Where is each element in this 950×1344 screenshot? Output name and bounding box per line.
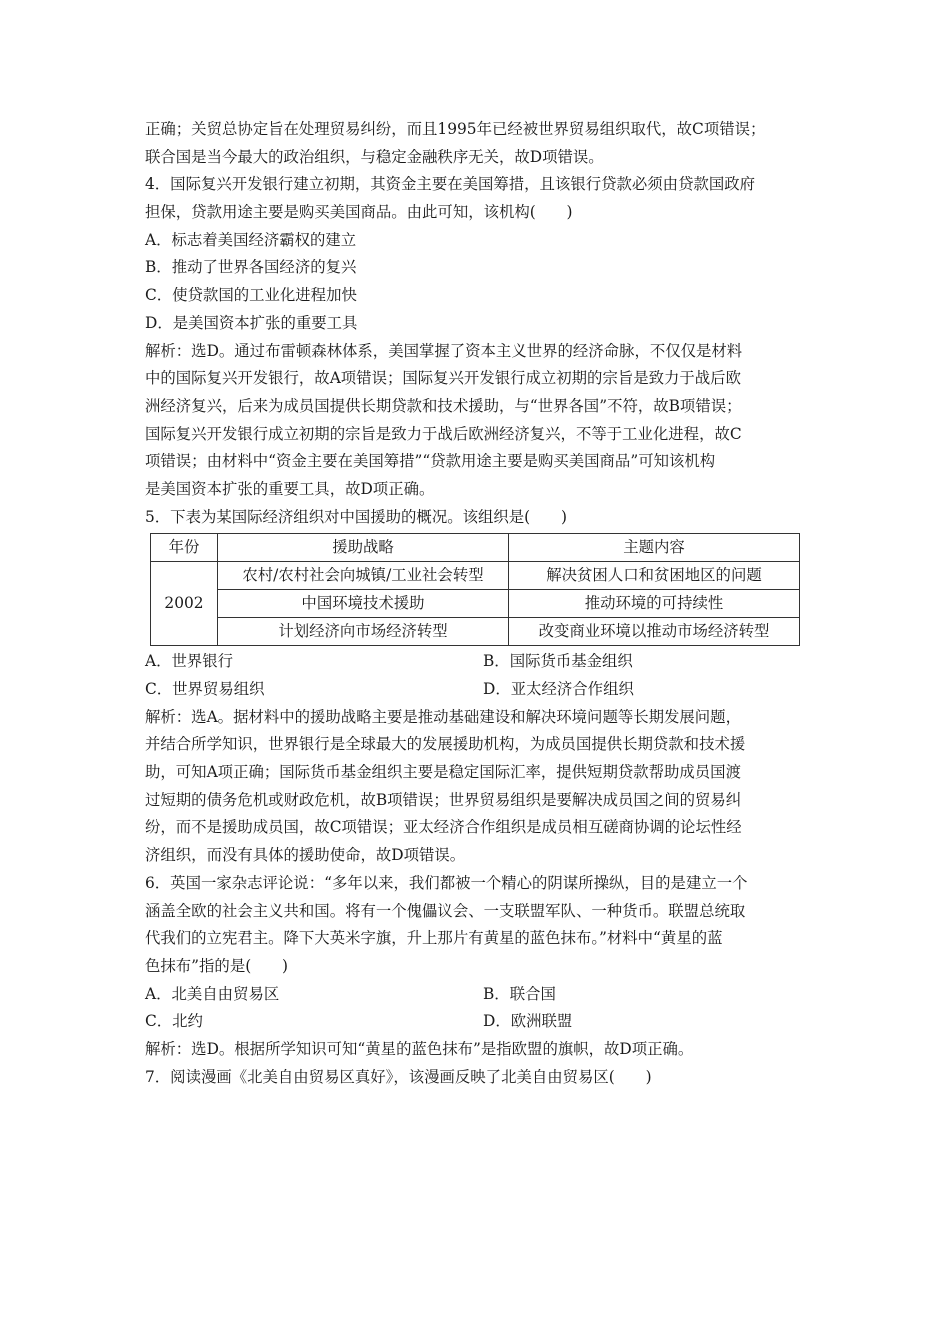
option-a: A．北美自由贸易区 (145, 984, 280, 1003)
question-7 (145, 1064, 805, 1092)
table-row (151, 562, 800, 590)
aid-table (150, 533, 800, 646)
option-c: C．使贷款国的工业化进程加快 (145, 286, 357, 305)
question-4 (145, 171, 805, 503)
strategy-cell: 计划经济向市场经济转型 (218, 618, 509, 646)
question-stem: 代我们的立宪君主。降下大英米字旗，升上那片有黄星的蓝色抹布。”材料中“黄星的蓝 (145, 929, 723, 948)
theme-cell: 解决贫困人口和贫困地区的问题 (509, 562, 800, 590)
theme-cell: 改变商业环境以推动市场经济转型 (509, 618, 800, 646)
analysis-line: 解析：选A。据材料中的援助战略主要是推动基础建设和解决环境问题等长期发展问题， (145, 707, 741, 726)
header-strategy: 援助战略 (218, 534, 509, 562)
q3-analysis-tail (145, 116, 805, 171)
analysis-line: 济组织，而没有具体的援助使命，故D项错误。 (145, 846, 466, 865)
option-b: B．推动了世界各国经济的复兴 (145, 258, 357, 277)
option-a: A．世界银行 (145, 652, 234, 671)
strategy-cell: 农村/农村社会向城镇/工业社会转型 (218, 562, 509, 590)
strategy-cell: 中国环境技术援助 (218, 590, 509, 618)
table-row (151, 618, 800, 646)
question-stem: 色抹布”指的是( ) (145, 956, 289, 975)
question-stem: 6．英国一家杂志评论说：“多年以来，我们都被一个精心的阴谋所操纵，目的是建立一个 (145, 873, 748, 892)
question-5 (145, 504, 805, 870)
analysis-line: 国际复兴开发银行成立初期的宗旨是致力于战后欧洲经济复兴，不等于工业化进程，故C (145, 424, 742, 443)
analysis-line: 纷，而不是援助成员国，故C项错误；亚太经济合作组织是成员相互磋商协调的论坛性经 (145, 818, 742, 837)
analysis-line: 中的国际复兴开发银行，故A项错误；国际复兴开发银行成立初期的宗旨是致力于战后欧 (145, 369, 741, 388)
analysis-line: 助，可知A项正确；国际货币基金组织主要是稳定国际汇率，提供短期贷款帮助成员国渡 (145, 763, 741, 782)
option-d: D．亚太经济合作组织 (483, 680, 634, 698)
analysis-line: 过短期的债务危机或财政危机，故B项错误；世界贸易组织是要解决成员国之间的贸易纠 (145, 790, 742, 809)
table-header-row (151, 534, 800, 562)
question-stem: 担保，贷款用途主要是购买美国商品。由此可知，该机构( ) (145, 203, 573, 222)
theme-cell: 推动环境的可持续性 (509, 590, 800, 618)
option-b: B．联合国 (483, 984, 556, 1003)
option-c: C．世界贸易组织 (145, 680, 265, 698)
option-d: D．是美国资本扩张的重要工具 (145, 313, 358, 332)
option-c: C．北约 (145, 1012, 203, 1031)
analysis-line: 并结合所学知识，世界银行是全球最大的发展援助机构，为成员国提供长期贷款和技术援 (145, 735, 746, 754)
text-line: 联合国是当今最大的政治组织，与稳定金融秩序无关，故D项错误。 (145, 147, 604, 166)
options-row (145, 981, 805, 1009)
question-stem: 5．下表为某国际经济组织对中国援助的概况。该组织是( ) (145, 507, 567, 526)
question-6 (145, 870, 805, 1064)
options-row (145, 676, 805, 704)
question-stem: 涵盖全欧的社会主义共和国。将有一个傀儡议会、一支联盟军队、一种货币。联盟总统取 (145, 901, 746, 920)
document-page (145, 116, 805, 1091)
options-row (145, 1008, 805, 1036)
analysis-line: 项错误；由材料中“资金主要在美国筹措”“贷款用途主要是购买美国商品”可知该机构 (145, 452, 716, 471)
options-row (145, 648, 805, 676)
question-stem: 7．阅读漫画《北美自由贸易区真好》，该漫画反映了北美自由贸易区( ) (145, 1067, 652, 1086)
year-cell: 2002 (151, 562, 218, 646)
option-b: B．国际货币基金组织 (483, 652, 633, 671)
analysis-line: 解析：选D。通过布雷顿森林体系，美国掌握了资本主义世界的经济命脉，不仅仅是材料 (145, 341, 743, 360)
header-theme: 主题内容 (509, 534, 800, 562)
analysis-line: 是美国资本扩张的重要工具，故D项正确。 (145, 479, 435, 498)
analysis-line: 解析：选D。根据所学知识可知“黄星的蓝色抹布”是指欧盟的旗帜，故D项正确。 (145, 1039, 694, 1058)
table-row (151, 590, 800, 618)
text-line: 正确；关贸总协定旨在处理贸易纠纷，而且1995年已经被世界贸易组织取代，故C项错误； (145, 120, 766, 138)
option-d: D．欧洲联盟 (483, 1012, 573, 1031)
header-year: 年份 (151, 534, 218, 562)
option-a: A．标志着美国经济霸权的建立 (145, 230, 357, 249)
analysis-line: 洲经济复兴，后来为成员国提供长期贷款和技术援助，与“世界各国”不符，故B项错误； (145, 396, 742, 415)
question-stem: 4．国际复兴开发银行建立初期，其资金主要在美国筹措，且该银行贷款必须由贷款国政府 (145, 175, 756, 194)
